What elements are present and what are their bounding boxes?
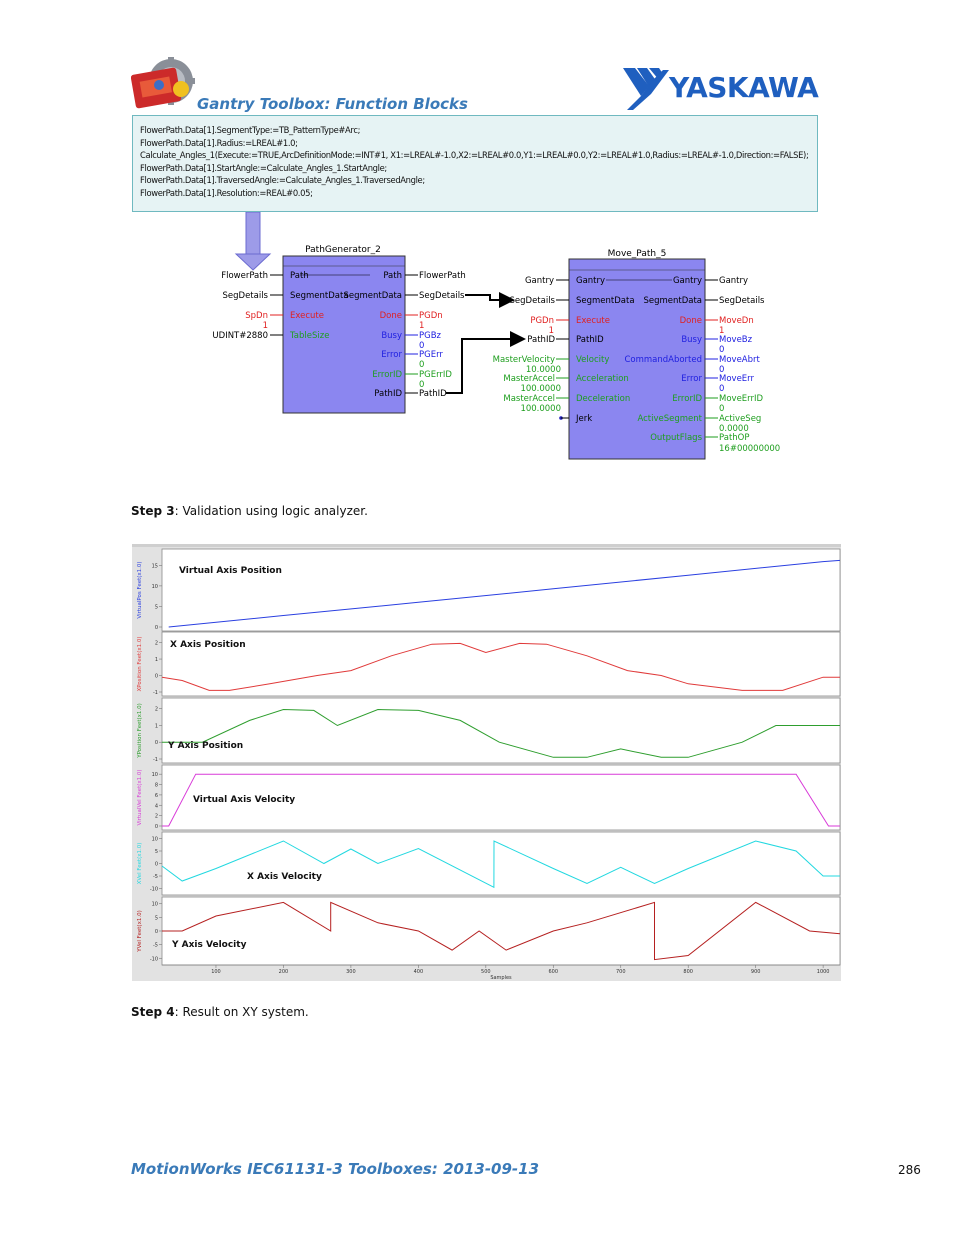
fb1-out-pin: Busy — [381, 331, 402, 341]
fb1-in-var: SegDetails — [222, 291, 268, 301]
fb2-out-pin: OutputFlags — [650, 433, 702, 443]
fb2-in-pin: SegmentData — [576, 296, 635, 306]
panel-plot-area — [162, 698, 840, 763]
fb1-in-pin: Execute — [290, 311, 324, 321]
x-tick-label: 400 — [413, 969, 424, 975]
y-tick-label: -1 — [153, 757, 158, 763]
fb2-in-pin: PathID — [576, 335, 604, 345]
y-tick-label: 0 — [154, 824, 158, 830]
analyzer-panel — [137, 765, 840, 830]
analyzer-panel — [137, 698, 840, 763]
y-tick-label: -5 — [153, 942, 158, 949]
fb2-out-pin: SegmentData — [643, 296, 702, 306]
panel-y-label: XPosition Feet(x1.0) — [137, 636, 143, 692]
fb1-in-pin: TableSize — [290, 331, 330, 341]
fb1-out-val: 1 — [419, 321, 425, 331]
x-tick-label: 900 — [750, 969, 761, 975]
y-tick-label: 0 — [154, 861, 158, 868]
logic-analyzer-chart — [132, 544, 841, 981]
fb2-out-var: ActiveSeg — [719, 414, 762, 424]
fb2-out-val: 0 — [719, 365, 725, 375]
fb2-out-val: 0 — [719, 345, 725, 355]
step4-label: Step 4 — [131, 1005, 175, 1019]
fb1-out-var: SegDetails — [419, 291, 465, 301]
x-tick-label: 200 — [278, 969, 289, 975]
fb2-in-var: MasterVelocity — [492, 355, 555, 365]
fb2-out-var: PathOP — [719, 433, 750, 443]
fb2-out-val: 1 — [719, 326, 725, 336]
fb2-instance-name: Move_Path_5 — [607, 249, 667, 259]
fb1-out-pin: ErrorID — [372, 370, 402, 380]
fb2-out-pin: Done — [679, 316, 702, 326]
code-line: FlowerPath.Data[1].SegmentType:=TB_PatternType#Arc; — [140, 125, 361, 135]
fb2-out-var: MoveBz — [719, 335, 753, 345]
y-tick-label: 10 — [151, 772, 158, 779]
fb1-out-pin: Done — [379, 311, 402, 321]
step4-text: : Result on XY system. — [174, 1005, 309, 1019]
y-tick-label: 10 — [151, 901, 158, 908]
fb2-out-pin: Error — [681, 374, 702, 384]
toolbox-logo — [131, 57, 201, 109]
panel-title: Y Axis Position — [168, 741, 244, 751]
x-tick-label: 1000 — [816, 969, 830, 975]
code-box — [132, 115, 818, 212]
y-tick-label: 10 — [151, 583, 158, 590]
analyzer-panel — [137, 832, 840, 895]
fb2-out-pin: ErrorID — [672, 394, 702, 404]
fb2-out-var: MoveErrID — [719, 394, 764, 404]
fb2-in-var: MasterAccel — [503, 394, 555, 404]
y-tick-label: 4 — [154, 803, 158, 810]
fb2-out-var: MoveDn — [719, 316, 754, 326]
fb2-in-pin: Execute — [576, 316, 610, 326]
x-axis-label: Samples — [490, 975, 512, 981]
fb1-instance-name: PathGenerator_2 — [305, 245, 381, 255]
x-tick-label: 600 — [548, 969, 559, 975]
panel-y-label: VirtualVel Feet(x1.0) — [137, 769, 143, 826]
fb2-out-val: 0.0000 — [719, 424, 749, 434]
y-tick-label: 15 — [151, 563, 158, 570]
fb2-out-var: MoveAbrt — [719, 355, 760, 365]
fb1-out-val: 0 — [419, 341, 425, 351]
y-tick-label: -5 — [153, 874, 158, 880]
footer-title: MotionWorks IEC61131-3 Toolboxes: 2013-09-13 — [131, 1160, 540, 1178]
panel-plot-area — [162, 632, 840, 696]
y-tick-label: 10 — [151, 836, 158, 843]
fb1-out-var: PGErrID — [419, 370, 452, 380]
code-line: FlowerPath.Data[1].StartAngle:=Calculate_Angles_1.StartAngle; — [140, 162, 387, 173]
code-line: FlowerPath.Data[1].Radius:=LREAL#1.0; — [140, 137, 298, 148]
fb2-in-var: PGDn — [530, 316, 554, 326]
fb2-in-var: MasterAccel — [503, 374, 555, 384]
fb2-in-pin: Gantry — [576, 276, 606, 286]
step3-text: : Validation using logic analyzer. — [174, 504, 368, 518]
fb2-out-val: 0 — [719, 384, 725, 394]
analyzer-panel — [137, 632, 840, 696]
panel-plot-area — [162, 832, 840, 895]
y-tick-label: 6 — [154, 792, 158, 799]
panel-plot-area — [162, 549, 840, 631]
yaskawa-logo — [623, 66, 843, 110]
y-tick-label: 0 — [154, 929, 158, 935]
fb2-out-var: SegDetails — [719, 296, 765, 306]
yaskawa-wordmark: YASKAWA — [669, 71, 819, 104]
fb1-in-var: SpDn — [245, 311, 268, 321]
panel-y-label: YVel Feet(x1.0) — [137, 910, 143, 952]
page-number: 286 — [898, 1163, 921, 1177]
panel-y-label: VirtualPos Feet(x1.0) — [137, 561, 143, 619]
step4-caption — [131, 1005, 309, 1019]
y-tick-label: 2 — [154, 813, 158, 820]
fb2-in-val: 100.0000 — [520, 384, 561, 394]
fb2-out-var: MoveErr — [719, 374, 755, 384]
y-tick-label: 8 — [154, 782, 158, 789]
y-tick-label: 0 — [154, 740, 158, 747]
fb1-out-pin: Path — [383, 271, 402, 281]
fb1-in-val: 1 — [262, 321, 268, 331]
code-line: Calculate_Angles_1(Execute:=TRUE,ArcDefinitionMode:=INT#1, X1:=LREAL#-1.0,X2:=LREAL#0.0,Y1:=LREAL#0.0,Y2:=LREAL#1.0,Radius:=LREAL#-1.0,Direction:=FALSE); — [140, 150, 809, 160]
fb2-in-var: SegDetails — [509, 296, 555, 306]
y-tick-label: 1 — [154, 723, 158, 730]
code-line: FlowerPath.Data[1].TraversedAngle:=Calculate_Angles_1.TraversedAngle; — [140, 175, 425, 185]
y-tick-label: 0 — [154, 673, 158, 680]
fb2-in-var: Gantry — [524, 276, 554, 286]
y-tick-label: -1 — [153, 690, 158, 696]
panel-title: Virtual Axis Velocity — [193, 795, 296, 805]
fb2-in-pin: Deceleration — [576, 394, 631, 404]
y-tick-label: 0 — [154, 625, 158, 631]
panel-title: Y Axis Velocity — [172, 940, 247, 950]
fb2-in-pin: Acceleration — [576, 374, 629, 384]
fb1-in-var: FlowerPath — [221, 271, 268, 281]
x-tick-label: 800 — [683, 969, 693, 975]
y-tick-label: 5 — [154, 604, 158, 611]
fb1-out-pin: PathID — [374, 389, 402, 399]
fb1-out-pin: Error — [381, 350, 402, 360]
fb1-out-var: PGDn — [419, 311, 443, 321]
fb2-out-val: 0 — [719, 404, 725, 414]
code-line: FlowerPath.Data[1].Resolution:=REAL#0.05; — [140, 187, 313, 198]
x-tick-label: 500 — [481, 969, 491, 975]
fb2-out-var: Gantry — [719, 276, 749, 286]
fb1-in-pin: Path — [290, 271, 309, 281]
fb1-in-var: UDINT#2880 — [212, 331, 268, 341]
fb1-out-var: PathID — [419, 389, 447, 399]
y-tick-label: 1 — [154, 657, 158, 664]
fb1-out-var: PGBz — [419, 331, 442, 341]
panel-title: X Axis Velocity — [247, 872, 322, 882]
fb1-in-pin: SegmentData — [290, 291, 349, 301]
fb2-out-pin: ActiveSegment — [637, 414, 702, 424]
fb2-in-pin: Jerk — [576, 414, 593, 424]
fb2-in-pin: Velocity — [576, 355, 610, 365]
y-tick-label: 2 — [154, 640, 158, 647]
panel-y-label: XVel Feet(x1.0) — [137, 842, 143, 885]
step3-caption — [131, 504, 368, 518]
fb2-in-val: 100.0000 — [520, 404, 561, 414]
panel-plot-area — [162, 897, 840, 965]
fb1-out-val: 0 — [419, 360, 425, 370]
step3-label: Step 3 — [131, 504, 175, 518]
panel-y-label: YPosition Feet(x1.0) — [137, 703, 143, 758]
fb1-out-val: 0 — [419, 380, 425, 390]
fb2-in-val: 1 — [548, 326, 554, 336]
fb2-in-var: PathID — [527, 335, 555, 345]
fb2-in-val: 10.0000 — [525, 365, 561, 375]
analyzer-panel — [137, 549, 840, 631]
analyzer-panel — [137, 897, 840, 965]
page-header-title: Gantry Toolbox: Function Blocks — [197, 95, 468, 113]
fb2-out-pin: CommandAborted — [624, 355, 702, 365]
x-tick-label: 300 — [346, 969, 356, 975]
fb2-out-pin: Gantry — [672, 276, 702, 286]
x-tick-label: 100 — [211, 969, 221, 975]
x-tick-label: 700 — [615, 969, 626, 975]
fb1-out-var: PGErr — [419, 350, 443, 360]
y-tick-label: -10 — [149, 886, 158, 893]
panel-title: Virtual Axis Position — [179, 566, 282, 576]
y-tick-label: -10 — [149, 956, 158, 963]
fb1-out-pin: SegmentData — [343, 291, 402, 301]
y-tick-label: 5 — [154, 915, 158, 922]
y-tick-label: 5 — [154, 849, 158, 855]
y-tick-label: 2 — [154, 706, 158, 713]
panel-title: X Axis Position — [170, 640, 246, 650]
fb2-out-pin: Busy — [681, 335, 702, 345]
function-block-diagram — [0, 212, 954, 467]
fb1-out-var: FlowerPath — [419, 271, 466, 281]
fb2-out-val: 16#00000000 — [719, 444, 781, 454]
